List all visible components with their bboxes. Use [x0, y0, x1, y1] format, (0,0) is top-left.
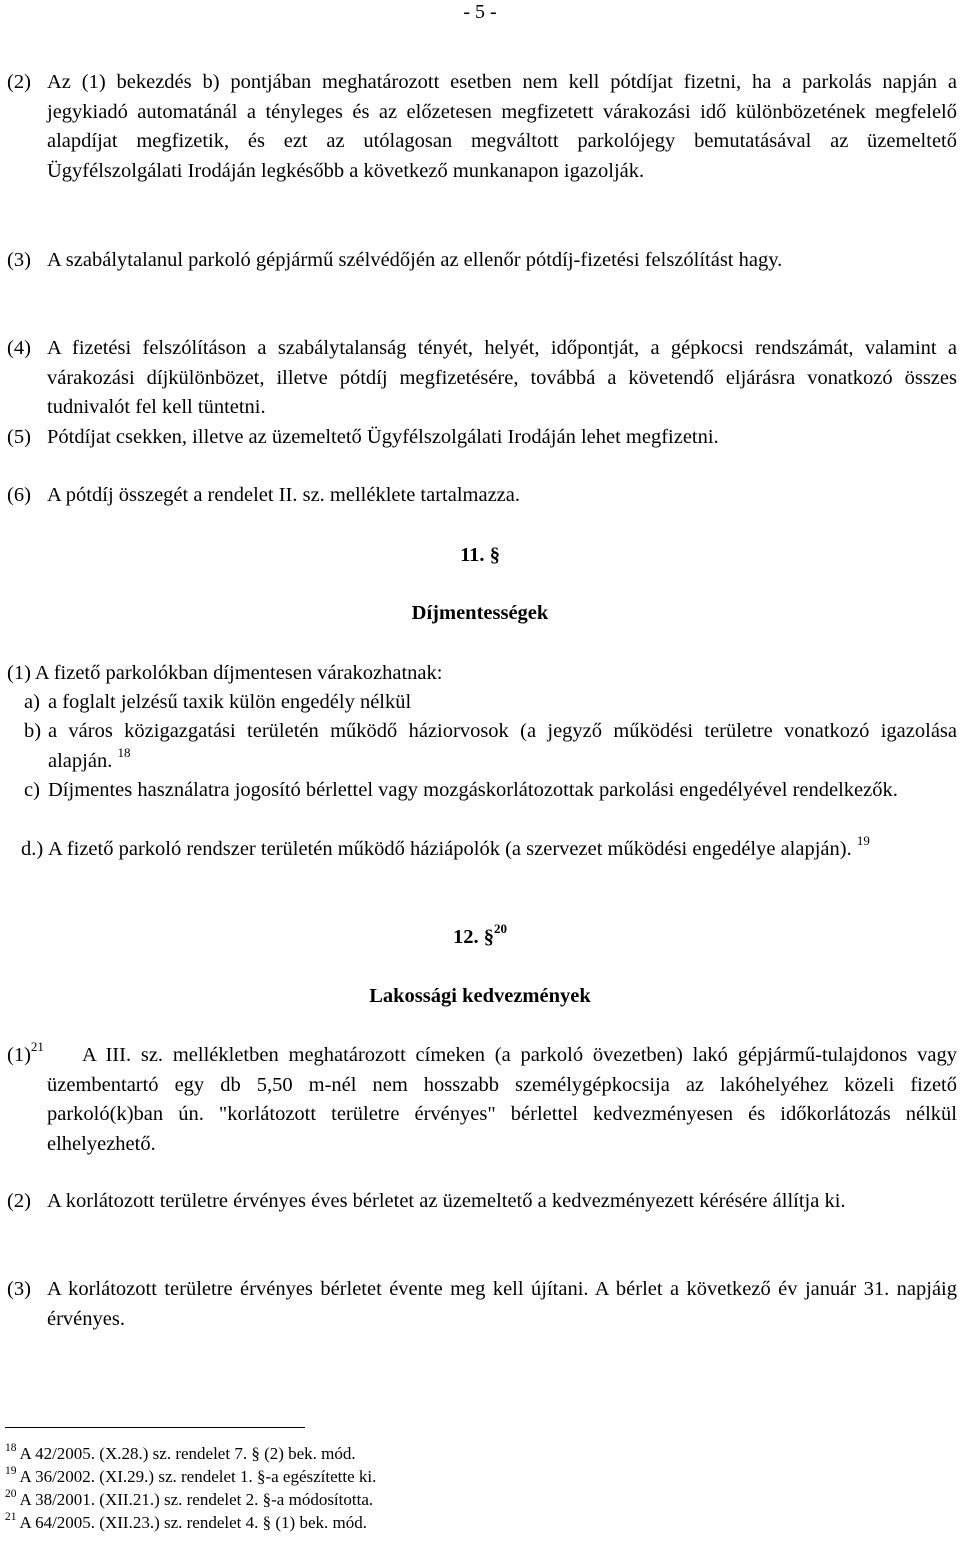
footnote-text: A 38/2001. (XII.21.) sz. rendelet 2. §-a módosította. [19, 1490, 374, 1509]
page-number: - 5 - [463, 1, 497, 23]
paragraph-5 [7, 423, 957, 453]
footnote-number: 19 [5, 1465, 17, 1477]
footnote-text: A 64/2005. (XII.23.) sz. rendelet 4. § (1) bek. mód. [19, 1513, 367, 1532]
footnote-divider [5, 1427, 305, 1428]
footnote-ref[interactable]: 18 [117, 744, 131, 760]
item-text: A fizető parkoló rendszer területén működő háziápolók (a szervezet működési engedélye alapján). [48, 838, 852, 860]
item-label: c) [24, 779, 40, 801]
footnote-ref[interactable]: 20 [494, 921, 507, 936]
paragraph-text: A korlátozott területre érvényes bérletet évente meg kell újítani. A bérlet a következő év január 31. napjáig érvényes. [47, 1278, 957, 1330]
paragraph-3 [7, 246, 957, 276]
paragraph-number: (3) [7, 249, 31, 271]
footnote [5, 1512, 367, 1536]
paragraph-text: A pótdíj összegét a rendelet II. sz. melléklete tartalmazza. [47, 484, 521, 506]
paragraph-text: A szabálytalanul parkoló gépjármű szélvédőjén az ellenőr pótdíj-fizetési felszólítást hagy. [47, 249, 783, 271]
paragraph-text: Pótdíjat csekken, illetve az üzemeltető Ügyfélszolgálati Irodáján lehet megfizetni. [47, 426, 719, 448]
section-12-heading [0, 923, 960, 954]
section-11-title: Díjmentességek [411, 602, 549, 624]
paragraph-text: Az (1) bekezdés b) pontjában meghatározott esetben nem kell pótdíjat fizetni, ha a parkolás napján a jegykiadó automatánál a tényleges és az előzetesen megfizetett várakozási idő különbözetének megfelelő alapdíjat megfizetik, és ezt az utólagosan megváltott parkolójegy bemutatásával az üzemeltető Ügyfélszolgálati Irodáján legkésőbb a következő munkanapon igazolják. [47, 71, 957, 182]
list-item [21, 833, 957, 866]
footnote [5, 1443, 356, 1467]
section-11-intro: (1) A fizető parkolókban díjmentesen várakozhatnak: [7, 662, 443, 684]
list-item [24, 688, 957, 718]
paragraph-number: (3) [7, 1278, 31, 1300]
footnote-number: 20 [5, 1488, 17, 1500]
section-12-title: Lakossági kedvezmények [369, 985, 591, 1007]
footnote-ref[interactable]: 21 [30, 1039, 44, 1054]
section-12-paragraph-2 [7, 1187, 957, 1217]
paragraph-number: (6) [7, 484, 31, 506]
paragraph-number: $(1)^{21}$ [7, 1039, 44, 1066]
section-number: 11. [460, 544, 485, 566]
paragraph-text: A fizetési felszólításon a szabálytalanság tényét, helyét, időpontját, a gépkocsi rendszámát, valamint a várakozási díjkülönbözet, illetve pótdíj megfizetésére, továbbá a követendő eljárásra vonatkozó összes tudnivalót fel kell tüntetni. [47, 337, 957, 418]
footnote-number: 18 [5, 1442, 17, 1454]
footnote [5, 1466, 376, 1490]
section-sign: § [489, 544, 500, 566]
item-text: Díjmentes használatra jogosító bérlettel vagy mozgáskorlátozottak parkolási engedélyével rendelkezők. [48, 779, 898, 801]
footnote-number: 21 [5, 1511, 17, 1523]
section-number: 12. [453, 926, 479, 948]
item-text: a város közigazgatási területén működő háziorvosok (a jegyző működési területre vonatkozó igazolása alapján. [48, 720, 957, 772]
paragraph-number: (2) [7, 71, 31, 93]
footnote [5, 1489, 373, 1513]
footnote-text: A 42/2005. (X.28.) sz. rendelet 7. § (2) bek. mód. [19, 1444, 356, 1463]
paragraph-text: A korlátozott területre érvényes éves bérletet az üzemeltető a kedvezményezett kérésére állítja ki. [47, 1190, 846, 1212]
section-12-paragraph-3 [7, 1275, 957, 1334]
paragraph-number: (5) [7, 426, 31, 448]
item-label: a) [24, 691, 40, 713]
paragraph-text: A III. sz. mellékletben meghatározott címeken (a parkoló övezetben) lakó gépjármű-tulajdonos vagy üzembentartó egy db 5,50 m-nél nem hosszabb személygépkocsija az lakóhelyéhez közeli fizető parkoló(k)ban ún. "korlátozott területre érvényes" bérlettel kedvezményesen és időkorlátozás nélkül elhelyezhető. [47, 1044, 957, 1155]
section-12-paragraph-1 [7, 1041, 957, 1159]
item-label: b) [24, 720, 42, 742]
paragraph-number: (2) [7, 1190, 31, 1212]
section-11-heading [0, 541, 960, 571]
footnote-text: A 36/2002. (XI.29.) sz. rendelet 1. §-a egészítette ki. [19, 1467, 377, 1486]
list-item [24, 776, 957, 806]
paragraph-4 [7, 334, 957, 423]
item-text: a foglalt jelzésű taxik külön engedély nélkül [48, 691, 412, 713]
list-item [24, 717, 957, 777]
paragraph-number: (4) [7, 337, 31, 359]
section-sign: § [483, 926, 494, 948]
paragraph-6 [7, 481, 957, 511]
paragraph-2 [7, 68, 957, 186]
footnote-ref[interactable]: 19 [856, 833, 870, 848]
item-label: d.) [21, 838, 44, 860]
